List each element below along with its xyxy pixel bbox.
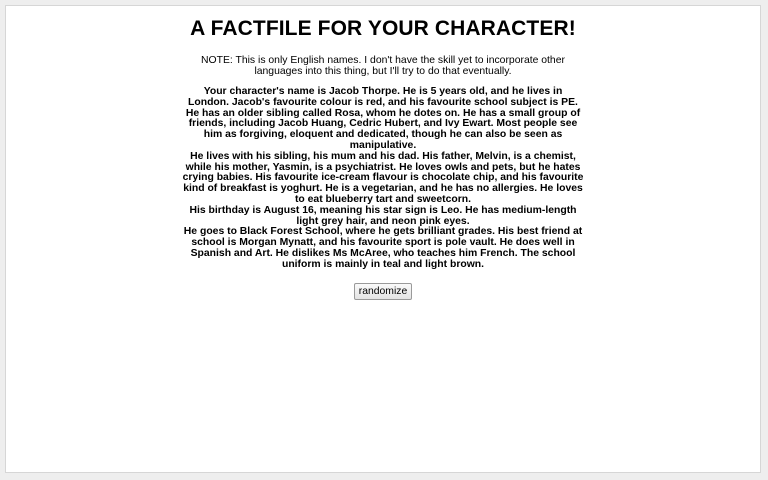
story-paragraph-identity: Your character's name is Jacob Thorpe. He is 5 years old, and he lives in London. Jacob's favourite colour is red, and his favourite school subject is PE. He has an older sibling called Rosa, whom he dotes on. He has a small group of friends, including Jacob Huang, Cedric Hubert, and Ivy Ewart. Most people see him as forgiving, eloquent and dedicated, though he can also be seen as manipulative. [185,86,581,151]
character-story [182,87,584,271]
page-frame [5,5,761,473]
note-text: NOTE: This is only English names. I don't have the skill yet to incorporate other languages into this thing, but I'll try to do that eventually. [201,55,565,77]
story-paragraph-school: He goes to Black Forest School, where he gets brilliant grades. His best friend at school is Morgan Mynatt, and his favourite sport is pole vault. He does well in Spanish and Art. He dislikes Ms McAree, who teaches him French. The school uniform is mainly in teal and light brown. [183,226,583,270]
button-row [182,281,584,300]
randomize-button[interactable]: randomize [354,283,413,300]
factfile-content [182,17,584,300]
story-paragraph-family: He lives with his sibling, his mum and his dad. His father, Melvin, is a chemist, while his mother, Yasmin, is a psychiatrist. He loves owls and pets, but he hates crying babies. His favourite ice-cream flavour is chocolate chip, and his favourite kind of breakfast is yoghurt. He is a vegetarian, and he has no allergies. He loves to eat blueberry tart and sweetcorn. [182,150,584,205]
story-paragraph-birthday: His birthday is August 16, meaning his star sign is Leo. He has medium-length light grey hair, and neon pink eyes. [189,204,577,227]
page-title: A FACTFILE FOR YOUR CHARACTER! [190,17,576,40]
